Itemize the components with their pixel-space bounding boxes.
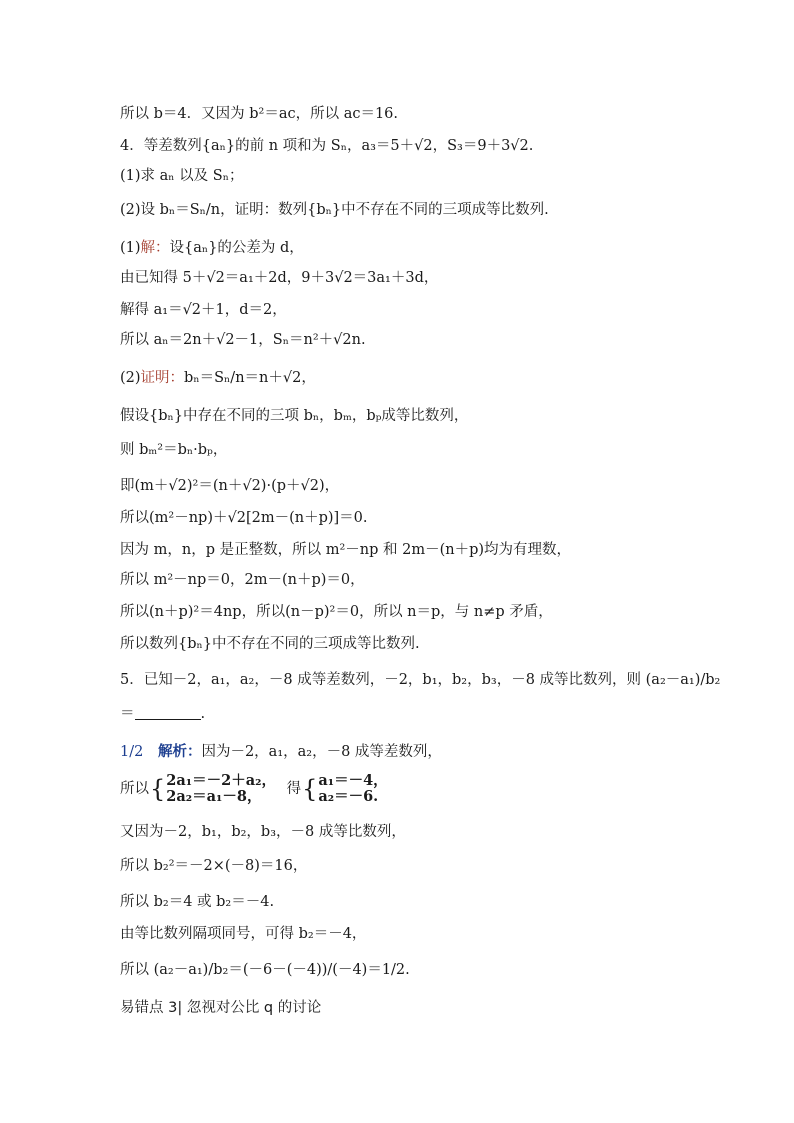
solution-part2-prefix: (2) bbox=[120, 370, 141, 386]
problem4-part1: (1)求 aₙ 以及 Sₙ； bbox=[120, 168, 244, 184]
problem5-answer-line bbox=[120, 742, 442, 762]
system-mid: 得 bbox=[286, 781, 302, 797]
equals-sign: ＝ bbox=[120, 706, 135, 722]
system-results bbox=[318, 773, 387, 805]
p5-system-line bbox=[120, 772, 388, 806]
solution-label: 解： bbox=[140, 240, 170, 256]
solution-step-10: 所以(m²－np)＋√2[2m－(n＋p)]＝0. bbox=[120, 510, 368, 526]
analysis-label: 解析： bbox=[157, 743, 202, 760]
solution-part1-intro bbox=[120, 238, 304, 258]
line-prev-conclusion: 所以 b＝4．又因为 b²＝ac，所以 ac＝16. bbox=[120, 106, 399, 122]
problem5-statement: 5．已知－2，a₁，a₂，－8 成等差数列，－2，b₁，b₂，b₃，－8 成等比数列，则 (a₂－a₁)/b₂ bbox=[120, 672, 721, 688]
answer-value: 1/2 bbox=[120, 744, 144, 760]
section-heading: 易错点 3| 忽视对公比 q 的讨论 bbox=[120, 1000, 322, 1016]
p5-step-5: 所以 b₂＝4 或 b₂＝－4. bbox=[120, 894, 275, 910]
solution-step-11: 因为 m，n，p 是正整数，所以 m²－np 和 2m－(n＋p)均为有理数， bbox=[120, 542, 572, 558]
solution-part2-intro bbox=[120, 368, 316, 388]
p5-step-3: 又因为－2，b₁，b₂，b₃，－8 成等比数列， bbox=[120, 824, 406, 840]
answer-blank bbox=[135, 705, 201, 720]
solution-step-13: 所以(n＋p)²＝4np，所以(n－p)²＝0，所以 n＝p，与 n≠p 矛盾， bbox=[120, 604, 553, 620]
solution-part1-text: 设{aₙ}的公差为 d， bbox=[169, 240, 304, 256]
problem5-answer-blank-line: ＝ . bbox=[120, 706, 206, 722]
problem4-part2: (2)设 bₙ＝Sₙ/n，证明：数列{bₙ}中不存在不同的三项成等比数列. bbox=[120, 202, 549, 218]
system-eq1: 2a₁＝－2＋a₂， bbox=[166, 772, 276, 789]
solution-part1-prefix: (1) bbox=[120, 240, 141, 256]
system-equations bbox=[166, 773, 276, 805]
solution-step-9: 即(m＋√2)²＝(n＋√2)·(p＋√2)， bbox=[120, 478, 340, 494]
problem4-statement: 4．等差数列{aₙ}的前 n 项和为 Sₙ，a₃＝5＋√2，S₃＝9＋3√2. bbox=[120, 138, 534, 154]
solution-step-3: 由已知得 5＋√2＝a₁＋2d，9＋3√2＝3a₁＋3d， bbox=[120, 270, 439, 286]
left-brace-icon: { bbox=[302, 775, 318, 803]
solution-step-14: 所以数列{bₙ}中不存在不同的三项成等比数列. bbox=[120, 636, 420, 652]
solution-step-5: 所以 aₙ＝2n＋√2－1，Sₙ＝n²＋√2n. bbox=[120, 332, 366, 348]
p5-step-7: 所以 (a₂－a₁)/b₂＝(－6－(－4))/(－4)＝1/2. bbox=[120, 962, 410, 978]
p5-step-6: 由等比数列隔项同号，可得 b₂＝－4， bbox=[120, 926, 367, 942]
system-prefix: 所以 bbox=[120, 781, 149, 797]
system-eq2: 2a₂＝a₁－8， bbox=[166, 788, 262, 805]
system-res2: a₂＝－6. bbox=[318, 788, 379, 805]
analysis-text: 因为－2，a₁，a₂，－8 成等差数列， bbox=[201, 744, 442, 760]
solution-step-7: 假设{bₙ}中存在不同的三项 bₙ，bₘ，bₚ成等比数列， bbox=[120, 408, 469, 424]
left-brace-icon: { bbox=[150, 775, 166, 803]
solution-step-12: 所以 m²－np＝0，2m－(n＋p)＝0， bbox=[120, 572, 365, 588]
p5-step-4: 所以 b₂²＝－2×(－8)＝16， bbox=[120, 858, 308, 874]
system-res1: a₁＝－4， bbox=[318, 772, 388, 789]
solution-step-8: 则 bₘ²＝bₙ·bₚ， bbox=[120, 442, 228, 458]
solution-step-4: 解得 a₁＝√2＋1，d＝2， bbox=[120, 302, 287, 318]
proof-label: 证明： bbox=[140, 370, 185, 386]
solution-part2-text: bₙ＝Sₙ/n＝n＋√2， bbox=[184, 370, 316, 386]
